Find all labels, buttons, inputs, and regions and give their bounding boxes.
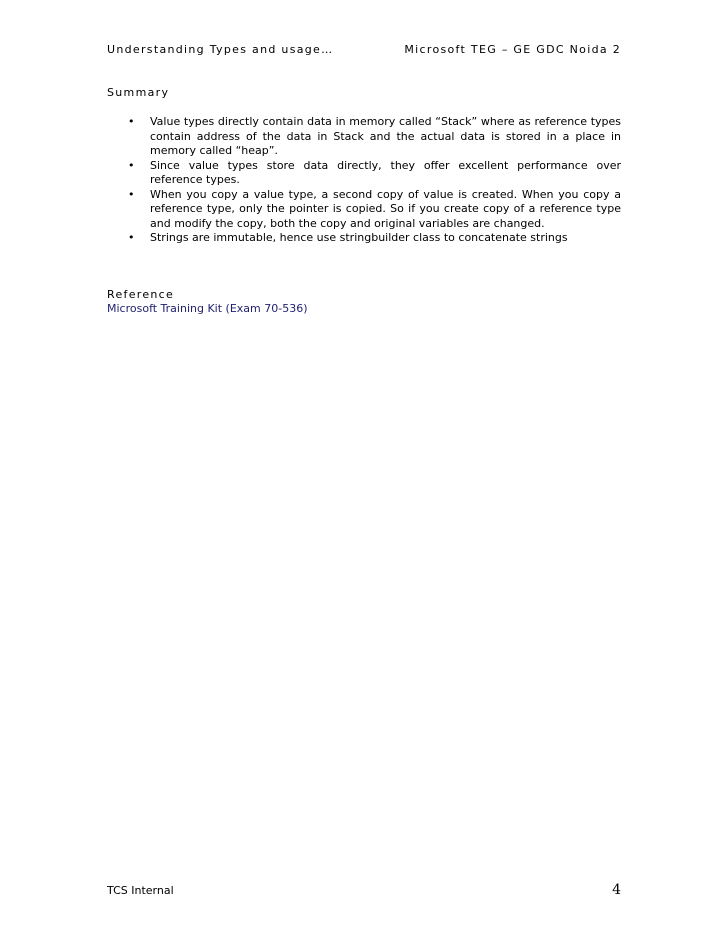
bullet-icon: • bbox=[128, 158, 135, 172]
footer-classification: TCS Internal bbox=[107, 884, 174, 897]
summary-bullet-item bbox=[107, 231, 621, 246]
reference-link[interactable]: Microsoft Training Kit (Exam 70-536) bbox=[107, 302, 308, 315]
summary-bullet-list bbox=[107, 115, 621, 246]
bullet-text: Strings are immutable, hence use stringbuilder class to concatenate strings bbox=[150, 231, 568, 244]
bullet-icon: • bbox=[128, 187, 135, 201]
reference-heading: Reference bbox=[107, 288, 175, 301]
summary-heading: Summary bbox=[107, 86, 170, 99]
page-header bbox=[107, 43, 621, 59]
bullet-icon: • bbox=[128, 231, 135, 244]
bullet-text: Value types directly contain data in memory called “Stack” where as reference types contain address of the data in Stack and the actual data is stored in a place in memory called “heap”. bbox=[150, 115, 621, 157]
summary-bullet-item bbox=[107, 159, 621, 188]
header-organization: Microsoft TEG – GE GDC Noida 2 bbox=[404, 43, 621, 56]
bullet-icon: • bbox=[128, 115, 135, 128]
summary-bullet-item bbox=[107, 188, 621, 232]
bullet-text: Since value types store data directly, they offer excellent performance over reference types. bbox=[150, 158, 621, 186]
header-document-title: Understanding Types and usage… bbox=[107, 43, 334, 56]
summary-bullet-item bbox=[107, 115, 621, 159]
bullet-text: When you copy a value type, a second copy of value is created. When you copy a reference type, only the pointer is copied. So if you create copy of a reference type and modify the copy, both the copy and original variables are changed. bbox=[150, 187, 621, 230]
page-number: 4 bbox=[612, 882, 621, 898]
